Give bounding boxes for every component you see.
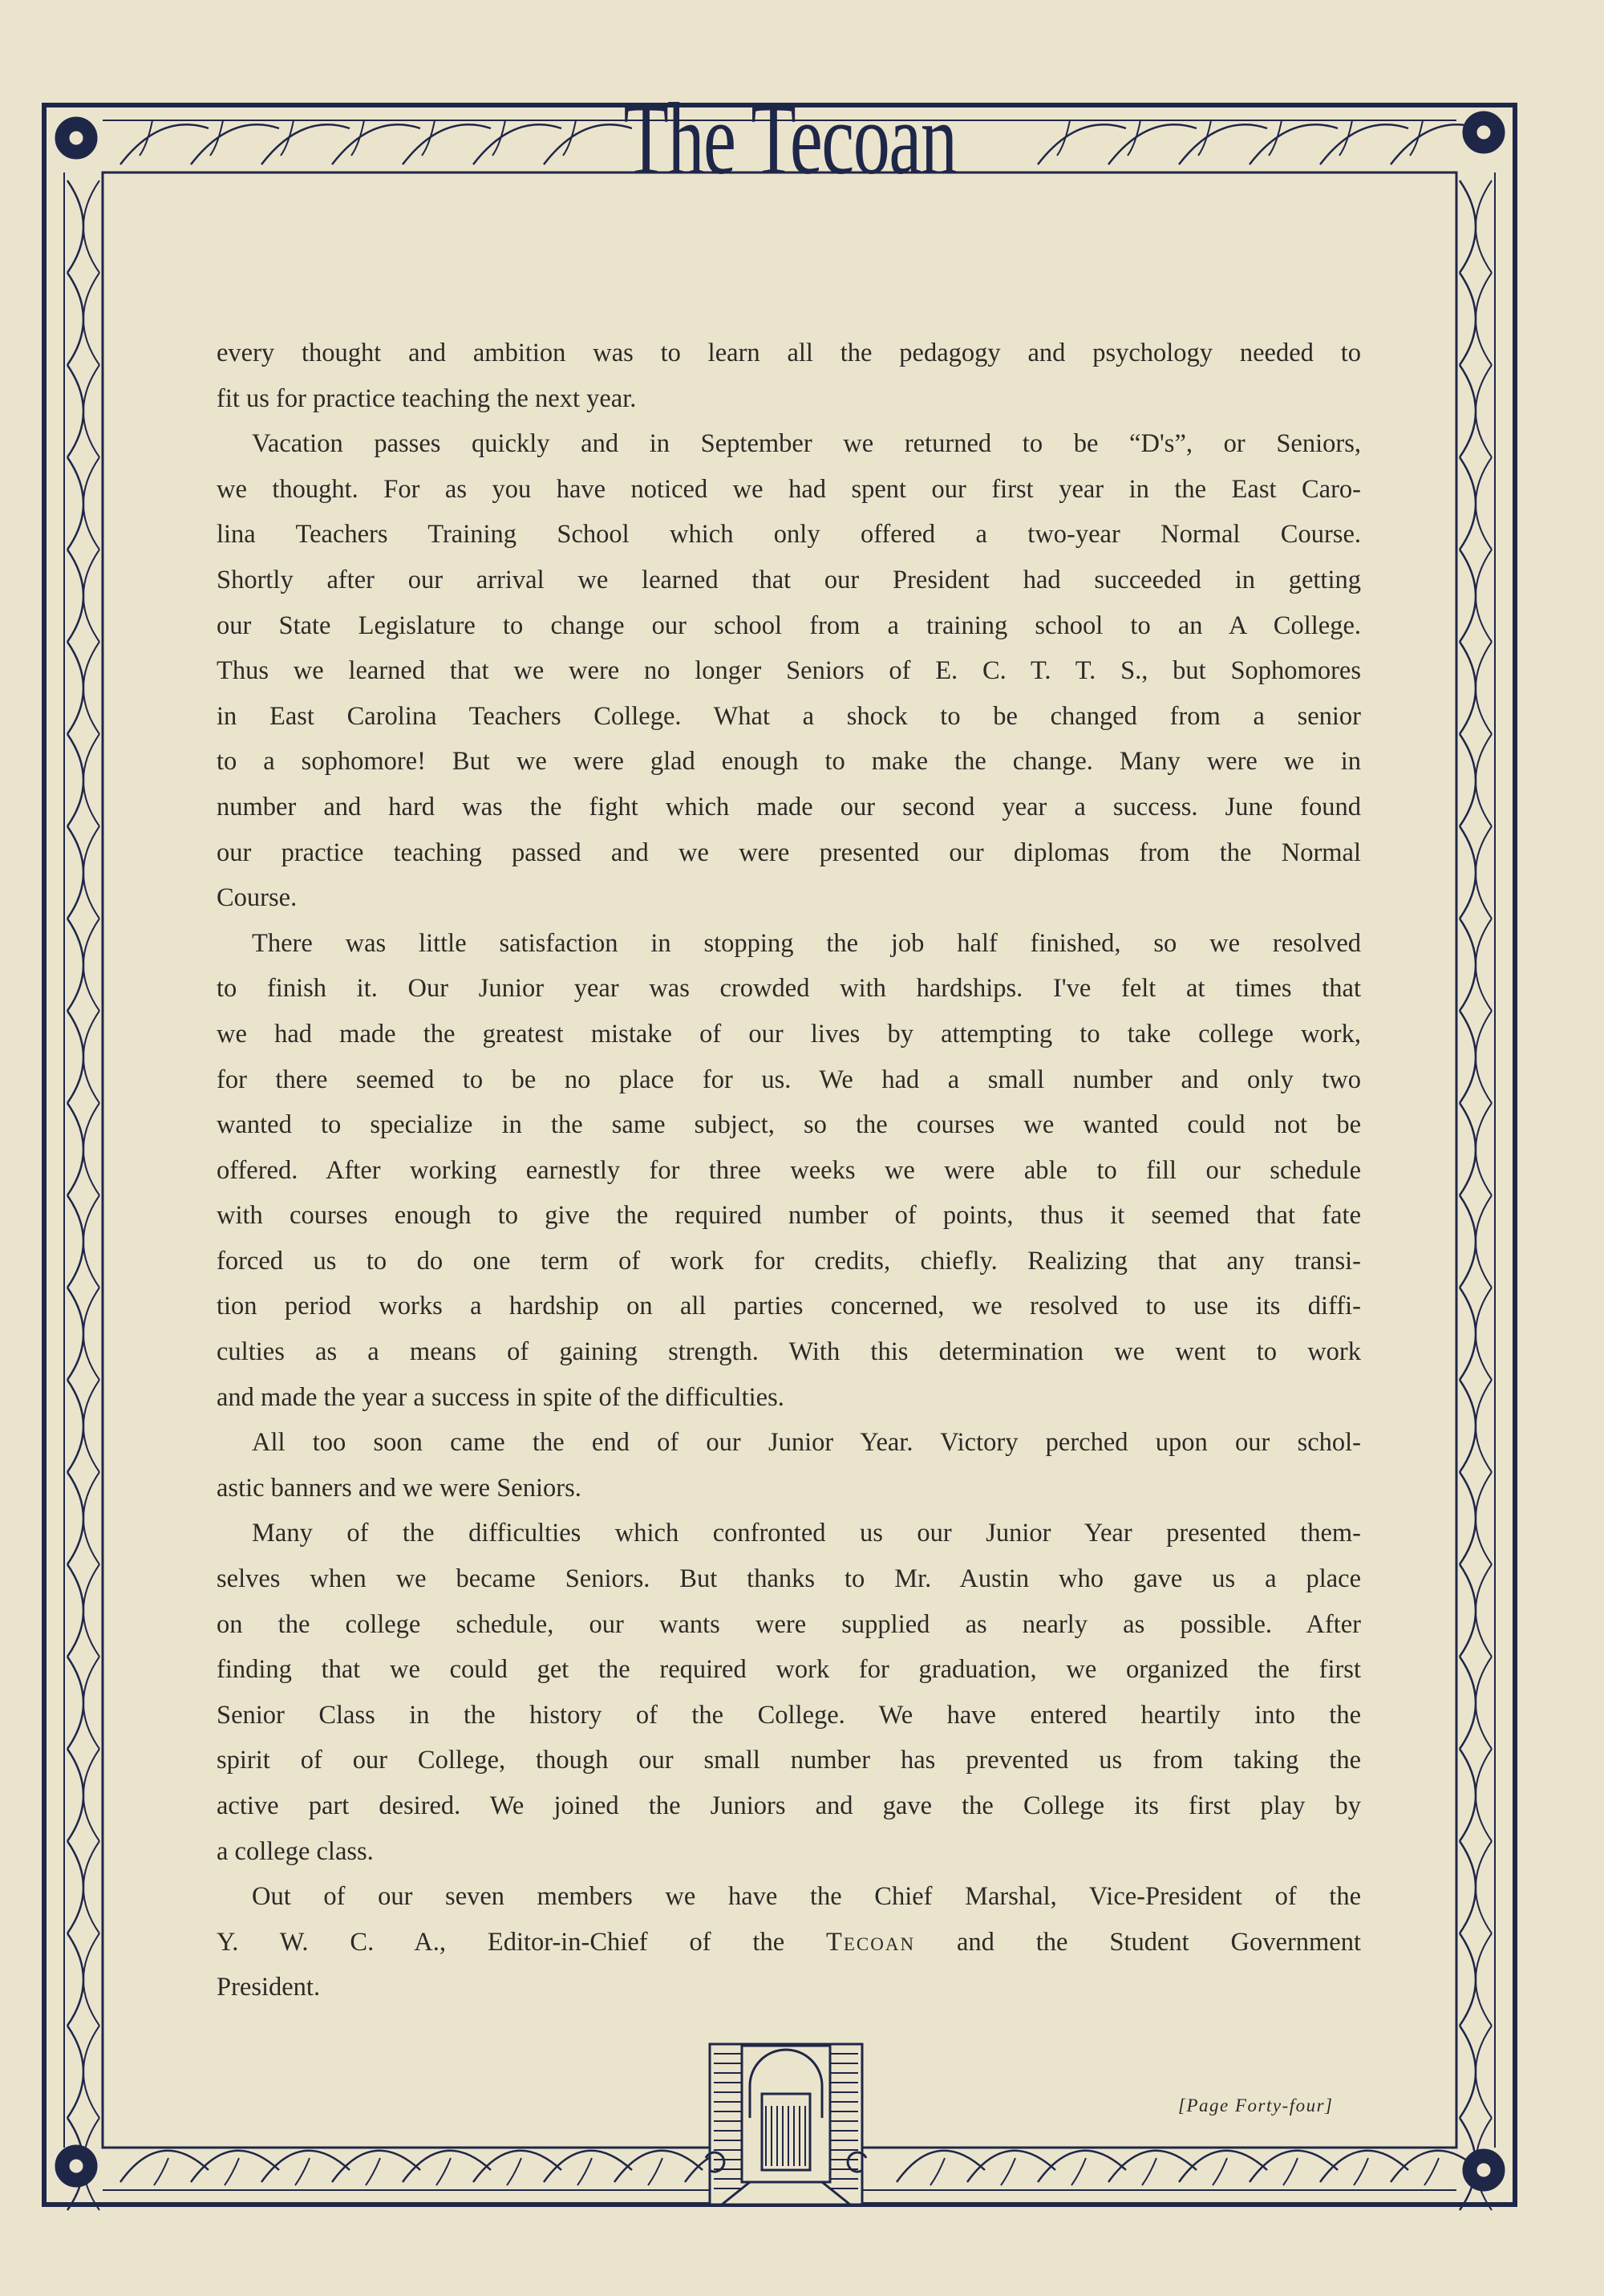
vine-arc: [83, 642, 99, 734]
leaf-stroke: [577, 2158, 592, 2185]
text-line: we thought. For as you have noticed we had spent our first year in the East Caro-: [217, 474, 1361, 504]
vine-arc: [67, 1933, 83, 2026]
vine-arc: [1476, 181, 1492, 273]
text-line: Thus we learned that we were no longer Seniors of E. C. T. T. S., but Sophomores: [217, 656, 1361, 686]
text-line: to a sophomore! But we were glad enough to make the change. Many were we in: [217, 747, 1361, 777]
vine-arc: [83, 181, 99, 273]
vine-arc: [67, 1011, 83, 1103]
text-line: selves when we became Seniors. But thanks to Mr. Austin who gave us a place: [217, 1564, 1361, 1594]
page-number: [Page Forty-four]: [1178, 2095, 1334, 2115]
vine-arc: [1460, 550, 1476, 642]
text-line: tion period works a hardship on all parties concerned, we resolved to use its diffi-: [217, 1292, 1361, 1321]
vine-arc: [67, 642, 83, 734]
vine-arc: [67, 1841, 83, 1933]
vine-arc: [1460, 919, 1476, 1011]
text-line: number and hard was the fight which made our second year a success. June found: [217, 792, 1361, 821]
text-line: every thought and ambition was to learn all the pedagogy and psychology needed to: [217, 339, 1361, 367]
vine-arc: [1460, 1472, 1476, 1564]
text-line: to finish it. Our Junior year was crowded with hardships. I've felt at times that: [217, 974, 1361, 1004]
text-line: finding that we could get the required work for graduation, we organized the first: [217, 1655, 1361, 1685]
vine-arc: [1460, 1195, 1476, 1288]
vine-arc: [1460, 2026, 1476, 2118]
vine-arc: [67, 365, 83, 457]
body-text: [217, 331, 1361, 2010]
text-line: Many of the difficulties which confronted us our Junior Year presented them-: [252, 1519, 1361, 1548]
text-line: All too soon came the end of our Junior Year. Victory perched upon our schol-: [252, 1428, 1361, 1458]
vine-arc: [1460, 642, 1476, 734]
text-line: Course.: [217, 883, 298, 913]
paragraph: [217, 921, 1361, 1421]
vine-arc: [83, 919, 99, 1011]
vine-arc: [1476, 1195, 1492, 1288]
vine-arc: [67, 273, 83, 365]
vine-arc: [67, 826, 83, 919]
vine-arc: [1476, 734, 1492, 826]
leaf-stroke: [1142, 2158, 1156, 2185]
vine-arc: [67, 1749, 83, 1841]
vine-arc: [67, 734, 83, 826]
paragraph: [217, 1874, 1361, 2010]
vine-arc: [1460, 1564, 1476, 1657]
vine-arc: [83, 2026, 99, 2118]
vine-arc: [67, 1472, 83, 1564]
text-line: Out of our seven members we have the Chief Marshal, Vice-President of the: [252, 1882, 1361, 1912]
vine-arc: [83, 1195, 99, 1288]
vine-arc: [1460, 1841, 1476, 1933]
vine-arc: [83, 1841, 99, 1933]
vine-arc: [1476, 1933, 1492, 2026]
leaf-stroke: [1213, 2158, 1227, 2185]
text-line: we had made the greatest mistake of our lives by attempting to take college work,: [217, 1019, 1361, 1049]
publication-name: Tecoan: [826, 1927, 916, 1957]
vine-arc: [83, 1288, 99, 1380]
leaf-stroke: [1071, 2158, 1086, 2185]
paragraph: [217, 1420, 1361, 1511]
text-line: There was little satisfaction in stopping the job half finished, so we resolved: [252, 928, 1361, 958]
doorway-emblem: [710, 2044, 862, 2205]
leaf-stroke: [648, 2158, 662, 2185]
vine-arc: [67, 1657, 83, 1749]
vine-arc: [83, 365, 99, 457]
vine-arc: [1460, 1011, 1476, 1103]
text-line: offered. After working earnestly for three weeks we were able to fill our schedule: [217, 1155, 1361, 1185]
text-line: and made the year a success in spite of the difficulties.: [217, 1382, 784, 1412]
flower-center: [70, 2160, 83, 2172]
text-line: wanted to specialize in the same subject, so the courses we wanted could not be: [217, 1110, 1361, 1140]
text-line: forced us to do one term of work for credits, chiefly. Realizing that any transi-: [217, 1246, 1361, 1276]
vine-arc: [1460, 273, 1476, 365]
vine-arc: [83, 273, 99, 365]
leaf-stroke: [1283, 2158, 1298, 2185]
vine-arc: [1476, 550, 1492, 642]
vine-arc: [83, 457, 99, 550]
vine-arc: [1476, 1657, 1492, 1749]
vine-arc: [1476, 2026, 1492, 2118]
text-line: astic banners and we were Seniors.: [217, 1473, 581, 1503]
leaf-stroke: [507, 2158, 521, 2185]
vine-arc: [1476, 1288, 1492, 1380]
vine-arc: [83, 1011, 99, 1103]
leaf-stroke: [436, 2158, 451, 2185]
vine-arc: [1460, 1657, 1476, 1749]
flower-center: [1477, 126, 1490, 139]
vine-arc: [67, 457, 83, 550]
text-line: our practice teaching passed and we were presented our diplomas from the Normal: [217, 838, 1361, 867]
vine-arc: [1476, 1841, 1492, 1933]
vine-arc: [1460, 1380, 1476, 1472]
vine-arc: [1476, 1564, 1492, 1657]
text-line: President.: [217, 1973, 321, 2002]
paragraph: [217, 1511, 1361, 1874]
vine-arc: [67, 1195, 83, 1288]
vine-arc: [544, 124, 632, 164]
text-line: on the college schedule, our wants were supplied as nearly as possible. After: [217, 1609, 1361, 1639]
vine-arc: [1476, 1749, 1492, 1841]
vine-arc: [83, 1749, 99, 1841]
text-line: in East Carolina Teachers College. What a shock to be changed from a senior: [217, 701, 1361, 731]
text-line: a college class.: [217, 1836, 374, 1866]
vine-arc: [83, 1103, 99, 1195]
text-line: [217, 1920, 1361, 1965]
vine-arc: [1476, 1103, 1492, 1195]
vine-arc: [83, 550, 99, 642]
leaf-stroke: [1354, 2158, 1368, 2185]
vine-arc: [83, 1657, 99, 1749]
vine-arc: [1460, 1103, 1476, 1195]
vine-arc: [1476, 1380, 1492, 1472]
vine-arc: [67, 919, 83, 1011]
vine-arc: [1460, 734, 1476, 826]
vine-arc: [1476, 826, 1492, 919]
vine-arc: [83, 1933, 99, 2026]
text-line: fit us for practice teaching the next year.: [217, 383, 637, 413]
text-line: Senior Class in the history of the College. We have entered heartily into the: [217, 1700, 1361, 1730]
vine-arc: [1476, 457, 1492, 550]
paragraph: [217, 331, 1361, 421]
vine-arc: [1476, 365, 1492, 457]
paragraph: [217, 421, 1361, 921]
text-line: with courses enough to give the required number of points, thus it seemed that fate: [217, 1201, 1361, 1231]
vine-arc: [83, 1472, 99, 1564]
vine-arc: [1460, 365, 1476, 457]
text-line: spirit of our College, though our small number has prevented us from taking the: [217, 1746, 1361, 1775]
page-title: The Tecoan: [623, 82, 957, 196]
text-line: for there seemed to be no place for us. We had a small number and only two: [217, 1065, 1361, 1094]
vine-arc: [67, 1380, 83, 1472]
vine-arc: [67, 1288, 83, 1380]
vine-arc: [1460, 181, 1476, 273]
vine-arc: [83, 734, 99, 826]
flower-center: [1477, 2164, 1490, 2176]
vine-arc: [1460, 457, 1476, 550]
vine-arc: [1460, 1288, 1476, 1380]
leaf-stroke: [154, 2158, 168, 2185]
vine-arc: [1476, 1011, 1492, 1103]
vine-arc: [1476, 919, 1492, 1011]
text-line: active part desired. We joined the Juniors and gave the College its first play by: [217, 1791, 1361, 1820]
text-line: our State Legislature to change our school from a training school to an A College.: [217, 611, 1361, 640]
vine-arc: [1460, 1933, 1476, 2026]
vine-arc: [1476, 1472, 1492, 1564]
vine-arc: [1460, 1749, 1476, 1841]
vine-arc: [1476, 642, 1492, 734]
text-segment: Y. W. C. A., Editor-in-Chief of the: [217, 1927, 827, 1957]
vine-arc: [67, 181, 83, 273]
text-line: lina Teachers Training School which only offered a two-year Normal Course.: [217, 520, 1361, 550]
leaf-stroke: [1001, 2158, 1015, 2185]
vine-arc: [67, 1103, 83, 1195]
leaf-stroke: [295, 2158, 310, 2185]
leaf-stroke: [1424, 2158, 1439, 2185]
leaf-stroke: [930, 2158, 945, 2185]
vine-arc: [67, 1564, 83, 1657]
vine-arc: [67, 2026, 83, 2118]
vine-arc: [83, 1380, 99, 1472]
text-line: Shortly after our arrival we learned that our President had succeeded in getting: [217, 565, 1361, 594]
flower-center: [70, 132, 83, 144]
leaf-stroke: [225, 2158, 239, 2185]
vine-arc: [83, 1564, 99, 1657]
text-line: Vacation passes quickly and in September we returned to be “D's”, or Seniors,: [252, 429, 1361, 459]
vine-arc: [1476, 273, 1492, 365]
leaf-stroke: [366, 2158, 380, 2185]
vine-arc: [67, 550, 83, 642]
text-segment: and the Student Government: [915, 1927, 1361, 1957]
vine-arc: [83, 826, 99, 919]
vine-arc: [1460, 826, 1476, 919]
text-line: culties as a means of gaining strength. With this determination we went to work: [217, 1337, 1361, 1367]
